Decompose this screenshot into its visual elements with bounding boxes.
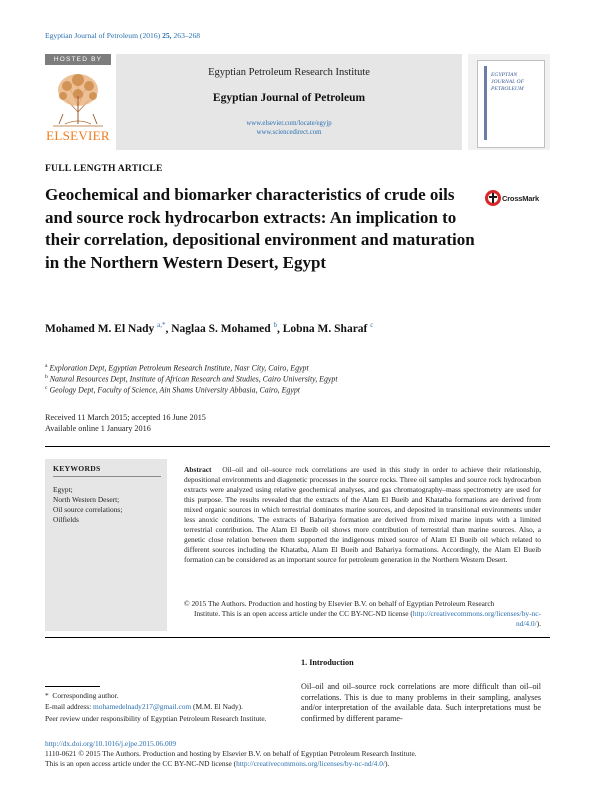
oa-text: This is an open access article under the CC BY-NC-ND license (	[45, 759, 237, 768]
keyword-item: North Western Desert;	[53, 495, 120, 504]
abstract-license	[192, 609, 541, 629]
oa-license-link[interactable]: http://creativecommons.org/licenses/by-nc-nd/4.0/	[236, 759, 385, 768]
article-title: Geochemical and biomarker characteristics of crude oils and source rock hydrocarbon extracts: An implication to their correlation, depositional environment and maturation in the Northern Western Desert, Egypt	[45, 185, 475, 272]
institute-name: Egyptian Petroleum Research Institute	[208, 67, 370, 78]
peer-review-note: Peer review under responsibility of Egyptian Petroleum Research Institute.	[45, 714, 267, 723]
keyword-item: Oil source correlations;	[53, 505, 123, 514]
email-label: E-mail address:	[45, 702, 94, 711]
hosted-by-label: HOSTED BY	[45, 54, 111, 65]
received-dates: Received 11 March 2015; accepted 16 June 2015	[45, 413, 206, 422]
affiliation	[45, 385, 555, 395]
oa-end: ).	[384, 759, 390, 768]
license-link[interactable]: http://creativecommons.org/licenses/by-nc-nd/4.0/	[412, 609, 541, 628]
affiliation-marker: c	[45, 385, 48, 391]
author-affil-ref[interactable]: c	[370, 321, 374, 329]
elsevier-url-link[interactable]: www.elsevier.com/locate/egyjp	[246, 120, 332, 127]
doi-link[interactable]: http://dx.doi.org/10.1016/j.ejpe.2015.06.009	[45, 739, 177, 748]
affiliation-text: Geology Dept, Faculty of Science, Ain Shams University Abbasia, Cairo, Egypt	[49, 385, 300, 395]
keywords-rule	[53, 476, 161, 477]
author-name[interactable]: Naglaa S. Mohamed	[171, 322, 271, 335]
author-affil-ref[interactable]: b	[273, 321, 277, 329]
open-access-line	[45, 759, 389, 768]
section-heading: 1. Introduction	[301, 658, 354, 667]
footnote-rule	[45, 686, 100, 687]
keyword-item: Egypt;	[53, 485, 73, 494]
affiliation-marker: a	[45, 363, 48, 369]
intro-paragraph: Oil–oil and oil–source rock correlations are more difficult than oil–oil correlations. This is due to many problems in their sampling, analyses and/or interpretation of the available data. Such interpretations must be confirmed by different parame-	[301, 682, 541, 723]
citation-pages: 263–268	[173, 31, 201, 40]
elsevier-wordmark: ELSEVIER	[46, 128, 110, 143]
journal-citation[interactable]	[45, 31, 200, 40]
author-name[interactable]: Lobna M. Sharaf	[282, 322, 368, 335]
section-divider	[45, 446, 550, 447]
corresponding-author-note	[45, 691, 119, 700]
crossmark-label[interactable]: CrossMark	[502, 194, 539, 203]
citation-journal: Egyptian Journal of Petroleum	[45, 31, 139, 40]
article-type: FULL LENGTH ARTICLE	[45, 163, 163, 174]
corresponding-author-text: Corresponding author.	[52, 691, 119, 700]
abstract-text: Oil–oil and oil–source rock correlations are used in this study in order to achieve their relationship, depositional environments and diagenetic processes in the source rocks. Three oil samples and source rock hydrocarbon extracts were analyzed using relative geochemical analyses, and gas chromatography–mass spectrometry are used for this purpose. The results revealed that the extracts of the Alam El Bueib and Khatatba formations are derived from mixed organic sources in which terrestrial dominates marine sources, and deposited in transitional environments under less anoxic conditions. The extracts of Bahariya formation are derived from mixed marine inputs with a limited terrestrial contribution. The Alam El Bueib oil shows more contribution of terrestrial than marine sources. Also, a genetic close relation between them supported the indigenous mixed source of Alam El Bueib oil which related to different sources including the Khatatba, Alam El Bueib and Bahariya formations. Accordingly, the Alam El Bueib formation can be considered as an important source for petroleum generation in the Northern Western Desert.	[184, 465, 541, 564]
author-affil-ref[interactable]: a,*	[157, 321, 166, 329]
sciencedirect-url-link[interactable]: www.sciencedirect.com	[256, 129, 322, 136]
author-list: Mohamed M. El Nady $^{a,*}$, Naglaa S. Mohamed $^b$, Lobna M. Sharaf $^c$	[45, 321, 374, 335]
email-owner: (M.M. El Nady).	[191, 702, 243, 711]
cover-accent-bar	[484, 66, 487, 140]
author-name[interactable]: Mohamed M. El Nady	[45, 322, 155, 335]
abstract-copyright: © 2015 The Authors. Production and hosting by Elsevier B.V. on behalf of Egyptian Petroleum Research	[184, 599, 495, 608]
available-online-date: Available online 1 January 2016	[45, 424, 151, 433]
email-note	[45, 702, 243, 711]
citation-volume: 25,	[162, 31, 172, 40]
issn-line: 1110-0621 © 2015 The Authors. Production and hosting by Elsevier B.V. on behalf of Egyptian Petroleum Research Institute.	[45, 749, 417, 758]
keywords-heading: KEYWORDS	[53, 464, 101, 473]
citation-year: (2016)	[139, 31, 161, 40]
license-text: Institute. This is an open access article under the CC BY-NC-ND license (	[193, 609, 413, 618]
affiliation-text: Exploration Dept, Egyptian Petroleum Research Institute, Nasr City, Cairo, Egypt	[49, 363, 309, 373]
asterisk-marker: *	[45, 691, 49, 700]
section-divider	[45, 637, 550, 638]
affiliation	[45, 363, 555, 373]
cover-title: EGYPTIAN JOURNAL OF PETROLEUM	[491, 72, 524, 92]
affiliation	[45, 374, 555, 384]
affiliation-marker: b	[45, 374, 48, 380]
abstract-label: Abstract	[184, 465, 212, 474]
abstract	[184, 465, 541, 565]
keyword-item: Oilfields	[53, 515, 79, 524]
journal-name: Egyptian Journal of Petroleum	[212, 92, 366, 104]
affiliation-text: Natural Resources Dept, Institute of African Research and Studies, Cairo University, Egypt	[49, 374, 338, 384]
license-text-end: ).	[536, 618, 541, 628]
email-link[interactable]: mohamedelnady217@gmail.com	[93, 702, 192, 711]
